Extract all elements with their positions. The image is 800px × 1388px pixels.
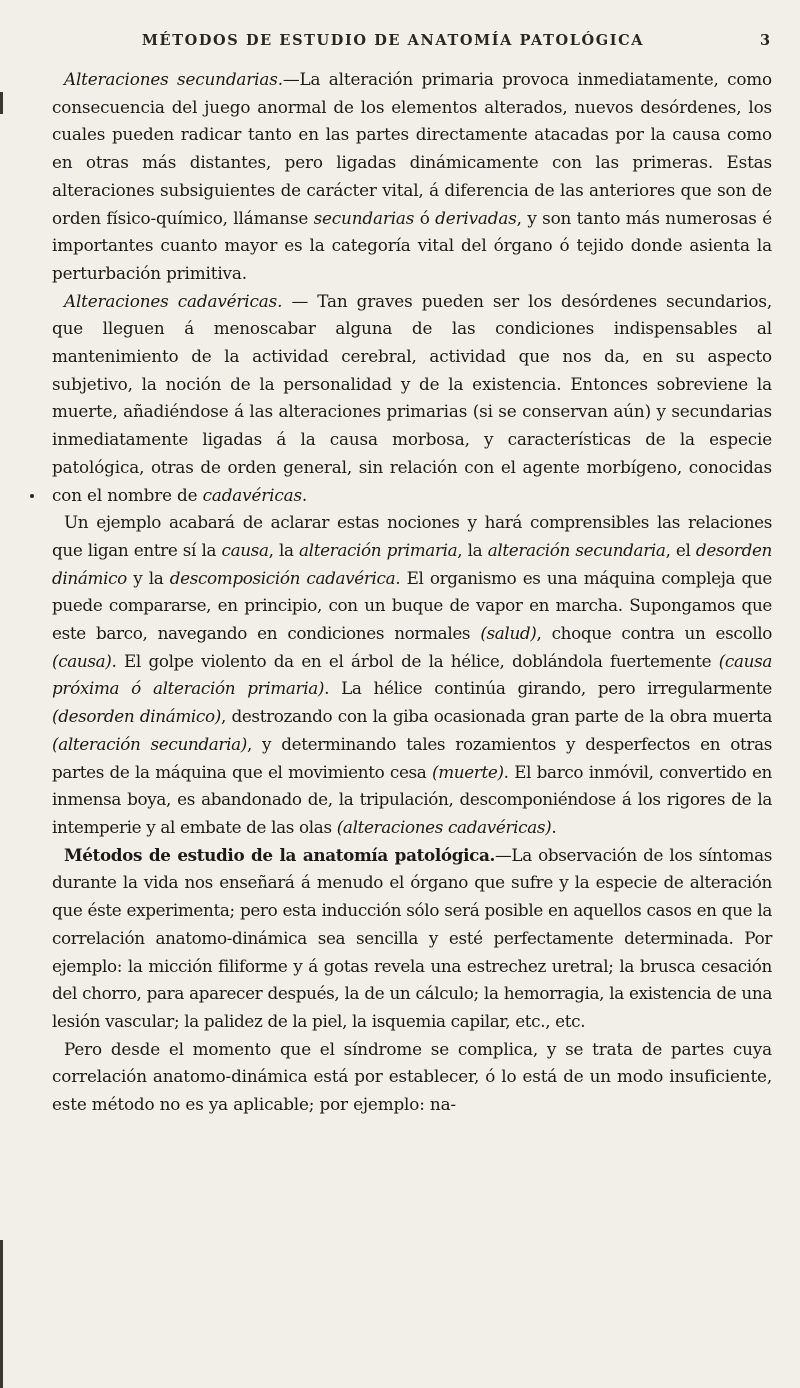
running-header: MÉTODOS DE ESTUDIO DE ANATOMÍA PATOLÓGICA — [141, 32, 645, 49]
section-heading: Alteraciones cadavéricas. — [64, 290, 283, 311]
emphasis: descomposición cadavérica — [169, 567, 396, 588]
emphasis: causa — [221, 539, 269, 560]
paragraph-secondary-alterations: Alteraciones secundarias.—La alteración primaria provoca inmediatamente, como consecuencia del juego anormal de los elementos alterados, nuevos desórdenes, los cuales pueden radicar tanto en las partes directamente atacadas por la causa como en otras más distantes, pero ligadas dinámicamente con las primeras. Estas alteraciones subsiguientes de carácter vital, á diferencia de las anteriores que son de orden físico-químico, llámanse secundarias ó derivadas, y son tanto más numerosas é importantes cuanto mayor es la categoría vital del órgano ó tejido donde asienta la perturbación primitiva. — [52, 69, 772, 283]
emphasis: (causa próxima ó alteración primaria) — [52, 650, 772, 699]
emphasis: (salud) — [480, 623, 537, 644]
paragraph-complicated-syndrome: Pero desde el momento que el síndrome se complica, y se trata de partes cuya correlación anatomo-dinámica está por establecer, ó lo está de un modo insuficiente, este método no es ya aplicable; por ejemplo: na- — [52, 1038, 772, 1115]
paragraph-study-methods: Métodos de estudio de la anatomía patológica.—La observación de los síntomas durante la vida nos enseñará á menudo el órgano que sufre y la especie de alteración que éste experimenta; pero esta inducción sólo será posible en aquellos casos en que la correlación anatomo-dinámica sea sencilla y esté perfectamente determinada. Por ejemplo: la micción filiforme y á gotas revela una estrechez uretral; la brusca cesación del chorro, para aparecer después, la de un cálculo; la hemorragia, la existencia de una lesión vascular; la palidez de la piel, la isquemia capilar, etc., etc. — [52, 844, 772, 1031]
emphasis: secundarias — [313, 207, 415, 228]
emphasis: derivadas — [435, 207, 517, 228]
page-number: 3 — [760, 32, 771, 49]
emphasis: (desorden dinámico) — [52, 706, 221, 727]
paragraph-example: Un ejemplo acabará de aclarar estas nociones y hará comprensibles las relaciones que ligan entre sí la causa, la alteración primaria, la alteración secundaria, el desorden dinámico y la descomposición cadavérica. El organismo es una máquina compleja que puede compararse, en principio, con un buque de vapor en marcha. Supongamos que este barco, navegando en condiciones normales (salud), choque contra un escollo (causa). El golpe violento da en el árbol de la hélice, doblándola fuertemente (causa próxima ó alteración primaria). La hélice continúa girando, pero irregularmente (desorden dinámico), destrozando con la giba ocasionada gran parte de la obra muerta (alteración secundaria), y determinando tales rozamientos y desperfectos en otras partes de la máquina que el movimiento cesa (muerte). El barco inmóvil, convertido en inmensa boya, es abandonado de, la tripulación, descomponiéndose á los rigores de la intemperie y al embate de las olas (alteraciones cadavéricas). — [52, 512, 773, 837]
emphasis: cadavéricas — [202, 484, 302, 505]
emphasis: (alteraciones cadavéricas) — [336, 816, 552, 837]
emphasis: desorden dinámico — [52, 539, 773, 588]
emphasis: (causa) — [52, 650, 112, 671]
margin-rule-top — [0, 92, 3, 114]
section-heading: Métodos de estudio de la anatomía patológica. — [64, 844, 495, 865]
emphasis: (muerte) — [432, 761, 504, 782]
emphasis: (alteración secundaria) — [52, 733, 247, 754]
section-heading: Alteraciones secundarias. — [64, 69, 283, 89]
paragraph-cadaveric-alterations: Alteraciones cadavéricas. — Tan graves pueden ser los desórdenes secundarios, que lleguen á menoscabar alguna de las condiciones indispensables al mantenimiento de la actividad cerebral, actividad que nos da, en su aspecto subjetivo, la noción de la personalidad y de la existencia. Entonces sobreviene la muerte, añadiéndose á las alteraciones primarias (si se conservan aún) y secundarias inmediatamente ligadas á la causa morbosa, y características de la especie patológica, otras de orden general, sin relación con el agente morbígeno, conocidas con el nombre de cadavéricas. — [52, 290, 773, 505]
emphasis: alteración secundaria — [487, 539, 666, 560]
emphasis: alteración primaria — [299, 539, 458, 560]
margin-dot — [30, 494, 34, 498]
body-text — [52, 66, 772, 1119]
margin-rule-bottom — [0, 1240, 3, 1388]
